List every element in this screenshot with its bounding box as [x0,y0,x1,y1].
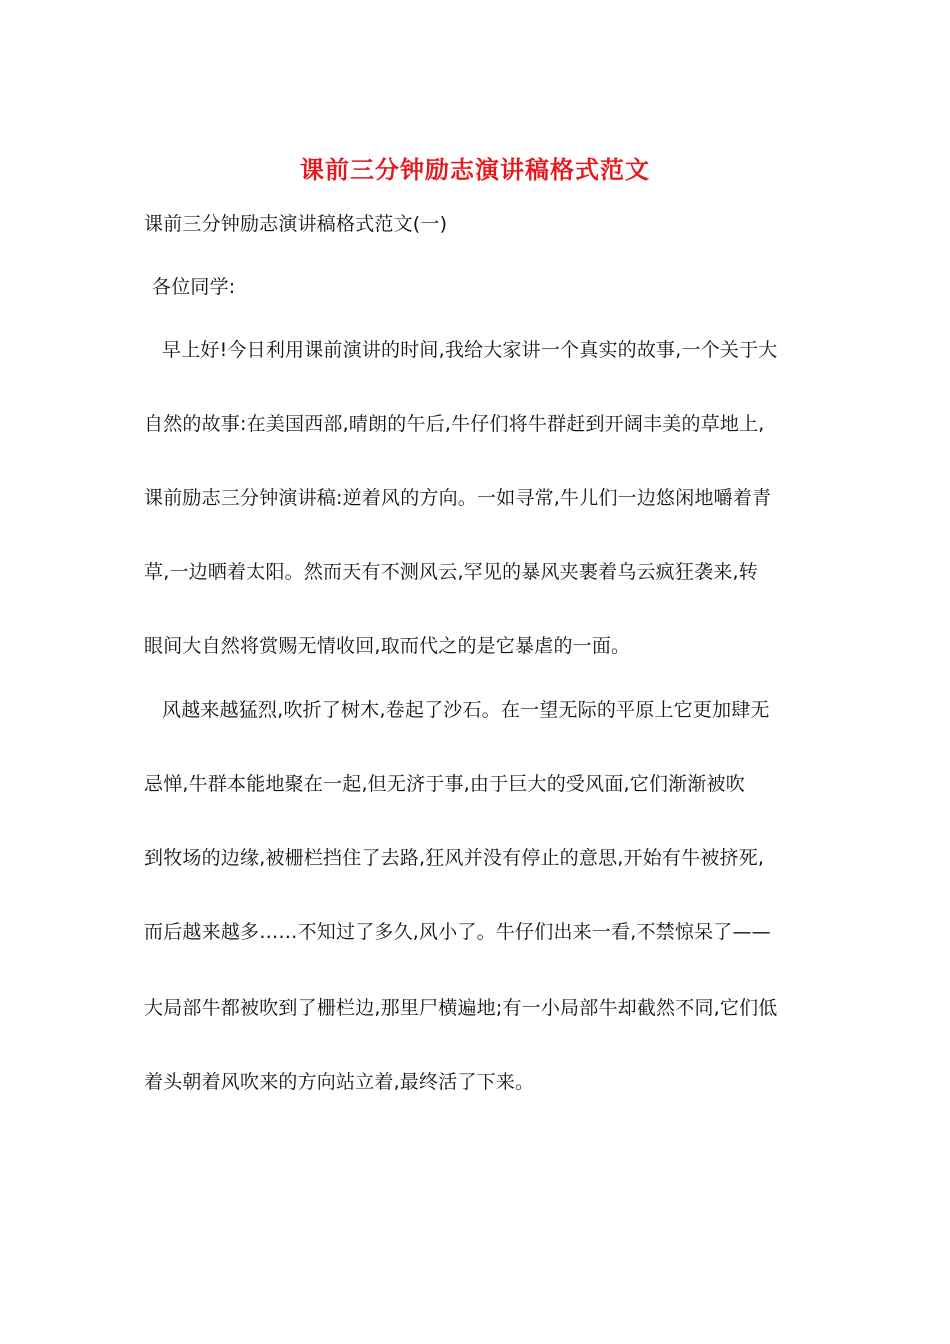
document-title: 课前三分钟励志演讲稿格式范文 [300,155,650,184]
paragraph-line: 自然的故事:在美国西部,晴朗的午后,牛仔们将牛群赶到开阔丰美的草地上, [144,413,765,435]
paragraph-line: 草,一边晒着太阳。然而天有不测风云,罕见的暴风夹裹着乌云疯狂袭来,转 [144,561,758,583]
paragraph-line: 大局部牛都被吹到了栅栏边,那里尸横遍地;有一小局部牛却截然不同,它们低 [144,997,778,1019]
paragraph-line: 风越来越猛烈,吹折了树木,卷起了沙石。在一望无际的平原上它更加肆无 [162,699,770,721]
salutation: 各位同学: [152,276,236,298]
section-heading: 课前三分钟励志演讲稿格式范文(一) [144,213,448,235]
paragraph-line: 着头朝着风吹来的方向站立着,最终活了下来。 [144,1071,535,1093]
paragraph-line: 而后越来越多……不知过了多久,风小了。牛仔们出来一看,不禁惊呆了—— [144,921,771,943]
paragraph-line: 忌惮,牛群本能地聚在一起,但无济于事,由于巨大的受风面,它们渐渐被吹 [144,773,745,795]
paragraph-line: 到牧场的边缘,被栅栏挡住了去路,狂风并没有停止的意思,开始有牛被挤死, [144,847,765,869]
paragraph-line: 课前励志三分钟演讲稿:逆着风的方向。一如寻常,牛儿们一边悠闲地嚼着青 [144,487,772,509]
paragraph-line: 早上好!今日利用课前演讲的时间,我给大家讲一个真实的故事,一个关于大 [162,339,778,361]
paragraph-line: 眼间大自然将赏赐无情收回,取而代之的是它暴虐的一面。 [144,635,631,657]
